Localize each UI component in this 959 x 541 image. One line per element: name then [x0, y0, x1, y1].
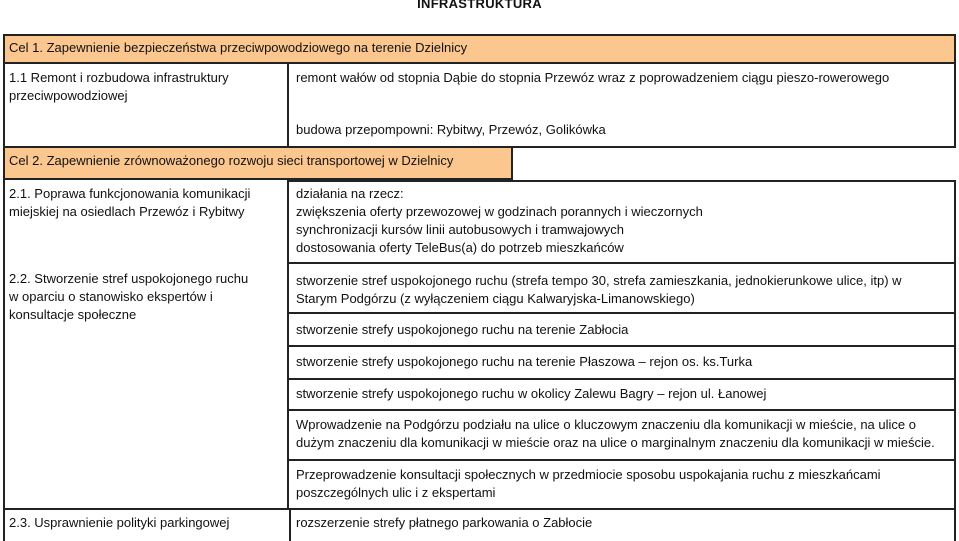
page-title: INFRASTRUKTURA — [417, 0, 542, 11]
task-2-1-action-2: synchronizacji kursów linii autobusowych i tramwajowych — [296, 222, 625, 237]
task-2-2-label-cont: w oparciu o stanowisko ekspertów i — [9, 289, 213, 304]
task-2-2-action-3: stworzenie strefy uspokojonego ruchu na terenie Płaszowa – rejon os. ks.Turka — [296, 354, 753, 369]
task-2-2-action-1-cont: Starym Podgórzu (z wyłączeniem ciągu Kalwaryjska-Limanowskiego) — [296, 291, 695, 306]
task-2-3-divider — [289, 510, 291, 541]
task-2-1-bottom-border — [3, 508, 289, 510]
task-2-2-action-5: Wprowadzenie na Podgórzu podziału na ulice o kluczowym znaczeniu dla komunikacji w mieście, na ulice o — [296, 417, 916, 432]
task-2-3-label: 2.3. Usprawnienie polityki parkingowej — [9, 515, 230, 530]
task-2-1-action-3: dostosowania oferty TeleBus(a) do potrzeb mieszkańców — [296, 240, 624, 255]
task-1-1-label: 1.1 Remont i rozbudowa infrastruktury — [9, 70, 229, 85]
task-2-1-label-cont: miejskiej na osiedlach Przewóz i Rybitwy — [9, 204, 245, 219]
task-1-1-action-2: budowa przepompowni: Rybitwy, Przewóz, Golikówka — [296, 122, 606, 137]
task-2-3-right-border — [954, 510, 956, 541]
task-2-2-action-4: stworzenie strefy uspokojonego ruchu w okolicy Zalewu Bagry – rejon ul. Łanowej — [296, 386, 767, 401]
goal-2-label: Cel 2. Zapewnienie zrównoważonego rozwoju sieci transportowej w Dzielnicy — [9, 153, 454, 168]
task-2-1-action-1: zwiększenia oferty przewozowej w godzinach porannych i wieczornych — [296, 204, 703, 219]
task-2-1-label: 2.1. Poprawa funkcjonowania komunikacji — [9, 186, 251, 201]
goal-1-label: Cel 1. Zapewnienie bezpieczeństwa przeciwpowodziowego na terenie Dzielnicy — [9, 40, 468, 55]
task-2-2-action-6-cont: poszczególnych ulic i z ekspertami — [296, 485, 496, 500]
task-1-1-action-1: remont wałów od stopnia Dąbie do stopnia Przewóz wraz z poprowadzeniem ciągu pieszo-rowerowego — [296, 70, 890, 85]
task-2-label-column — [3, 180, 289, 510]
task-2-2-action-2: stworzenie strefy uspokojonego ruchu na terenie Zabłocia — [296, 322, 629, 337]
task-2-3-left-border — [3, 510, 5, 541]
task-2-2-action-6: Przeprowadzenie konsultacji społecznych w przedmiocie sposobu uspokajania ruchu z mieszkańcami — [296, 467, 881, 482]
task-1-1-label-cont: przeciwpowodziowej — [9, 88, 128, 103]
task-2-2-label: 2.2. Stworzenie stref uspokojonego ruchu — [9, 271, 249, 286]
task-2-2-action-1: stworzenie stref uspokojonego ruchu (strefa tempo 30, strefa zamieszkania, jednokierunkowe ulice, itp) w — [296, 273, 902, 288]
task-2-2-label-cont-2: konsultacje społeczne — [9, 307, 137, 322]
task-2-3-action: rozszerzenie strefy płatnego parkowania o Zabłocie — [296, 515, 593, 530]
task-2-2-action-5-cont: dużym znaczeniu dla komunikacji w mieście oraz na ulice o marginalnym znaczeniu dla komunikacji w mieście. — [296, 435, 935, 450]
task-2-1-actions-intro: działania na rzecz: — [296, 186, 404, 201]
